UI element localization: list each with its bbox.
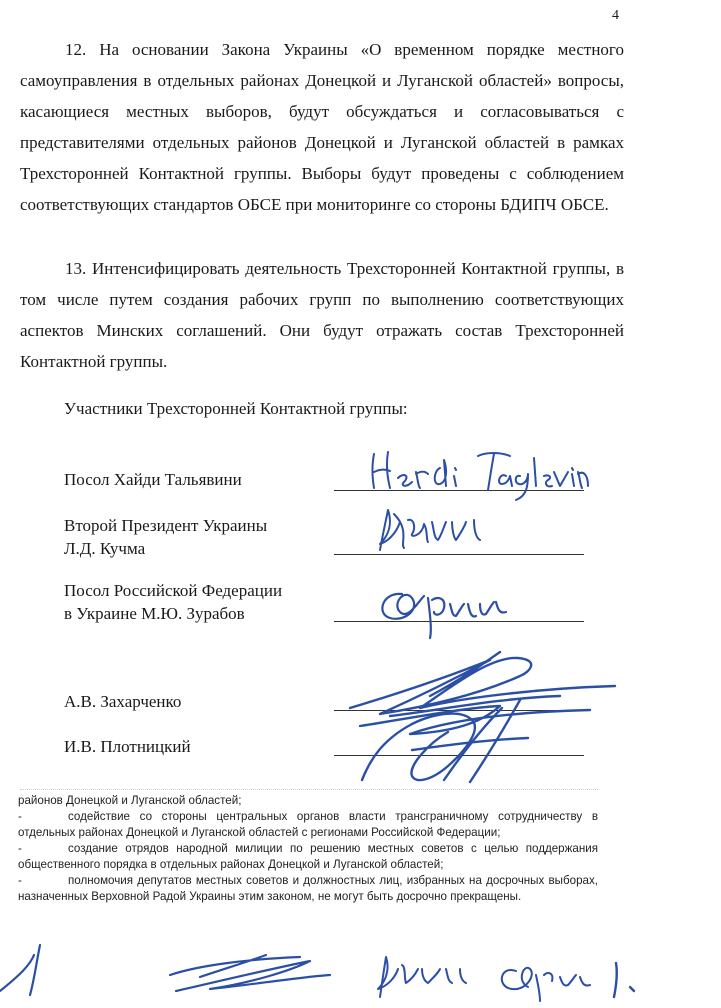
annex-item-text: содействие со стороны центральных органов власти трансграничному сотрудничеству в отдельных районах Донецкой и Луганской областей с регионами Российской Федерации;	[18, 810, 598, 839]
annex-item	[18, 873, 598, 905]
signature-plotnitsky-image	[352, 680, 542, 790]
signature-kuchma-image	[370, 500, 510, 560]
paragraph-12: 12. На основании Закона Украины «О временном порядке местного самоуправления в отдельных районах Донецкой и Луганской областей» вопросы, касающиеся местных выборов, будут обсуждаться и согласовываться с представителями отдельных районов Донецкой и Луганской областей в рамках Трехсторонней Контактной группы. Выборы будут проведены с соблюдением соответствующих стандартов ОБСЕ при мониторинге со стороны БДИПЧ ОБСЕ.	[20, 40, 624, 214]
annex-dash: -	[18, 874, 22, 887]
signatory-label: Посол Российской Федерации	[64, 581, 283, 600]
bottom-signatures-image	[0, 935, 721, 1005]
signatory-label: И.В. Плотницкий	[64, 737, 191, 756]
participants-title: Участники Трехсторонней Контактной группы:	[64, 399, 408, 418]
signatory-label: Второй Президент Украины	[64, 516, 268, 535]
paragraph-13: 13. Интенсифицировать деятельность Трехсторонней Контактной группы, в том числе путем создания рабочих групп по выполнению соответствующих аспектов Минских соглашений. Они будут отражать состав Трехсторонней Контактной группы.	[20, 259, 624, 371]
signatory-kuchma	[64, 514, 267, 560]
annex-overlay	[18, 793, 598, 905]
page-number: 4	[612, 8, 619, 23]
signatory-tagliavini	[64, 468, 242, 491]
signatory-zakharchenko	[64, 690, 181, 713]
annex-item-text: полномочия депутатов местных советов и должностных лиц, избранных на досрочных выборах, назначенных Верховной Радой Украины этим законом, не могут быть досрочно прекращены.	[18, 874, 598, 903]
annex-dash: -	[18, 810, 22, 823]
signatory-plotnitsky	[64, 735, 191, 758]
signatory-name: Л.Д. Кучма	[64, 539, 146, 558]
signatory-label: А.В. Захарченко	[64, 692, 182, 711]
annex-item-text: создание отрядов народной милиции по решению местных советов с целью поддержания общественного порядка в отдельных районах Донецкой и Луганской областей;	[18, 842, 598, 871]
signatory-label: Посол Хайди Тальявини	[64, 470, 242, 489]
signatory-zurabov	[64, 579, 282, 625]
signature-zurabov-image	[372, 580, 522, 644]
signatory-name: в Украине М.Ю. Зурабов	[64, 604, 245, 623]
annex-first-line: районов Донецкой и Луганской областей;	[18, 794, 242, 807]
signature-tagliavini-image	[360, 442, 590, 502]
annex-item	[18, 809, 598, 841]
annex-dash: -	[18, 842, 22, 855]
annex-item	[18, 841, 598, 873]
